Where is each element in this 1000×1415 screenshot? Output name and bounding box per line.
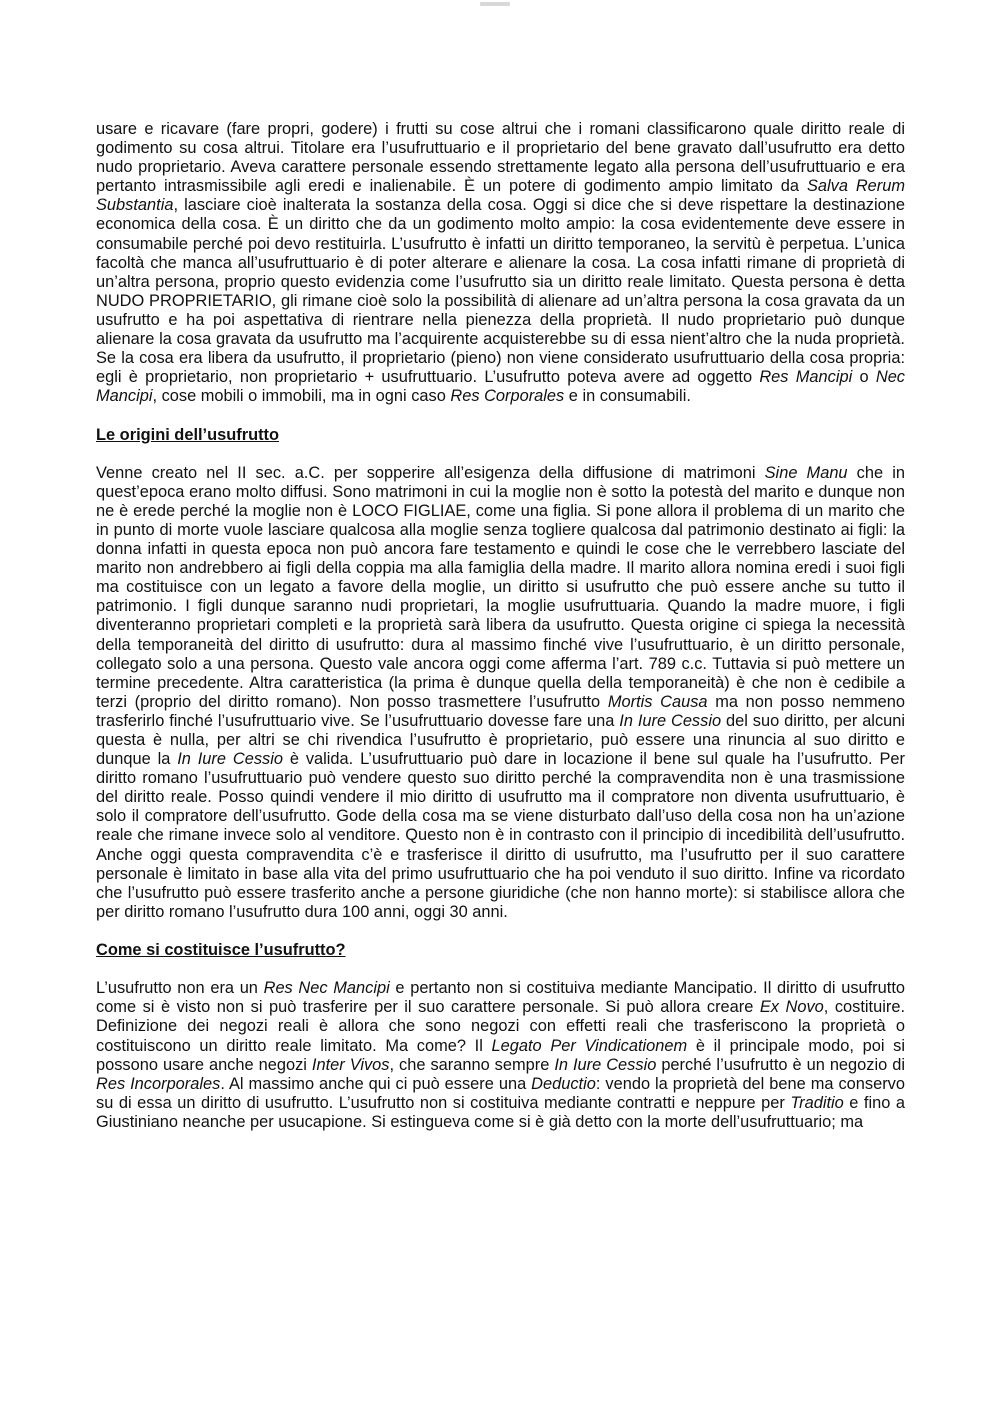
italic-term: In Iure Cessio xyxy=(619,711,722,730)
text-run: e fino a Giustiniano neanche per usucapione. Si estingueva come si è già detto con la morte dell’usufruttuario; ma xyxy=(96,1093,905,1131)
paragraph-spacer xyxy=(96,922,905,941)
italic-term: Mortis Causa xyxy=(607,692,708,711)
italic-term: In Iure Cessio xyxy=(554,1055,657,1074)
text-run: perché l’usufrutto è un negozio di xyxy=(656,1055,905,1074)
text-run: L’usufrutto non era un xyxy=(96,979,264,998)
paragraph-origins xyxy=(96,464,905,922)
text-run: usare e ricavare (fare propri, godere) i frutti su cose altrui che i romani classificarono quale diritto reale di godimento su cosa altrui. Titolare era l’usufruttuario e il proprietario del bene gravato dall’usufrutto era detto nudo proprietario. Aveva carattere personale essendo strettamente legato alla persona dell’usufruttuario e era pertanto intrasmissibile agli eredi e inalienabile. È un potere di godimento ampio limitato da xyxy=(96,120,905,196)
paragraph-spacer xyxy=(96,445,905,464)
section-heading-origins: Le origini dell’usufrutto xyxy=(96,425,280,444)
italic-term: Nec Mancipi xyxy=(96,368,906,406)
text-run: è il principale modo, poi si possono usare anche negozi xyxy=(96,1036,905,1074)
text-run: e pertanto non si costituiva mediante Mancipatio. Il diritto di usufrutto come si è visto non si può trasferire per il suo carattere personale. Si può allora creare xyxy=(96,979,905,1017)
italic-term: In Iure Cessio xyxy=(177,750,283,769)
text-run: o xyxy=(852,368,876,387)
italic-term: Res Corporales xyxy=(450,387,565,406)
paragraph-constitution xyxy=(96,979,905,1132)
text-run: Venne creato nel II sec. a.C. per sopperire all’esigenza della diffusione di matrimoni xyxy=(96,463,765,482)
text-run: . Al massimo anche qui ci può essere una xyxy=(220,1074,532,1093)
text-run: , cose mobili o immobili, ma in ogni caso xyxy=(152,387,451,406)
text-run: , costituire. Definizione dei negozi reali è allora che sono negozi con effetti reali che trasferiscono la proprietà o costituiscono un diritto reale limitato. Ma come? Il xyxy=(96,998,905,1055)
italic-term: Ex Novo xyxy=(759,998,824,1017)
text-run: e in consumabili. xyxy=(564,387,691,406)
text-run: ma non posso nemmeno trasferirlo finché l’usufruttuario vive. Se l’usufruttuario dovesse fare una xyxy=(96,692,905,730)
paragraph-spacer xyxy=(96,960,905,979)
document-body xyxy=(96,120,905,1132)
italic-term: Inter Vivos xyxy=(311,1055,390,1074)
text-run: che in quest’epoca erano molto diffusi. Sono matrimoni in cui la moglie non è sotto la potestà del marito e dunque non ne è erede perché la moglie non è LOCO FIGLIAE, come una figlia. Si pone allora il problema di un marito che in punto di morte vuole lasciare qualcosa alla moglie senza togliere qualcosa dal patrimonio destinato ai figli: la donna infatti in questa epoca non può ancora fare testamento e quindi le cose che le verrebbero lasciate del marito non andrebbero ai figli della coppia ma alla famiglia della madre. Il marito allora nomina eredi i suoi figli ma costituisce con un legato a favore della moglie, un diritto si usufrutto che può essere anche su tutto il patrimonio. I figli dunque saranno nudi proprietari, la moglie usufruttuaria. Quando la madre muore, i figli diventeranno proprietari completi e la proprietà sarà libera da usufrutto. Questa origine ci spiega la necessità della temporaneità del diritto di usufrutto: dura al massimo finché vive l’usufruttuario, è un diritto personale, collegato solo a una persona. Questo vale ancora oggi come afferma l’art. 789 c.c. Tuttavia si può mettere un termine precedente. Altra caratteristica (la prima è dunque quella della temporaneità) è che non è cedibile a terzi (proprio del diritto romano). Non posso trasmettere l’usufrutto xyxy=(96,463,905,711)
text-run: , che saranno sempre xyxy=(389,1055,555,1074)
italic-term: Traditio xyxy=(790,1093,844,1112)
italic-term: Res Mancipi xyxy=(759,368,853,387)
paragraph-spacer xyxy=(96,406,905,425)
page-top-marker xyxy=(480,2,510,6)
italic-term: Res Incorporales xyxy=(96,1074,221,1093)
italic-term: Legato Per Vindicationem xyxy=(491,1036,688,1055)
paragraph-usufrutto-definition xyxy=(96,120,905,406)
italic-term: Sine Manu xyxy=(764,463,848,482)
section-heading-constitution: Come si costituisce l’usufrutto? xyxy=(96,941,346,960)
text-run: è valida. L’usufruttuario può dare in locazione il bene sul quale ha l’usufrutto. Per diritto romano l’usufruttuario può vendere questo suo diritto perché la compravendita non è una trasmissione del diritto reale. Posso quindi vendere il mio diritto di usufrutto ma il compratore non diventa usufruttuario, è solo il compratore dell’usufrutto. Gode della cosa ma se viene disturbato dall’uso della cosa non ha un’azione reale che rimane invece solo al venditore. Questo non è in contrasto con il principio di incedibilità dell’usufrutto. Anche oggi questa compravendita c’è e trasferisce il diritto di usufrutto, ma l’usufrutto per il suo carattere personale è limitato in base alla vita del primo usufruttuario che ha poi venduto il suo diritto. Infine va ricordato che l’usufrutto può essere trasferito anche a persone giuridiche (che non hanno morte): si stabilisce allora che per diritto romano l’usufrutto dura 100 anni, oggi 30 anni. xyxy=(96,750,905,921)
text-run: del suo diritto, per alcuni questa è nulla, per altri se chi rivendica l’usufrutto è proprietario, può essere una rinuncia al suo diritto e dunque la xyxy=(96,711,906,769)
italic-term: Deductio xyxy=(531,1074,596,1093)
italic-term: Salva Rerum Substantia xyxy=(96,177,906,215)
italic-term: Res Nec Mancipi xyxy=(263,979,390,998)
text-run: , lasciare cioè inalterata la sostanza della cosa. Oggi si dice che si deve rispettare la destinazione economica della cosa. È un diritto che da un godimento molto ampio: la cosa evidentemente deve essere in consumabile perché poi devo restituirla. L’usufrutto è infatti un diritto temporaneo, la servitù è perpetua. L’unica facoltà che manca all’usufruttuario è di poter alterare e alienare la cosa. La cosa infatti rimane di proprietà di un’altra persona, proprio questo evidenzia come l’usufrutto sia un diritto reale limitato. Questa persona è detta NUDO PROPRIETARIO, gli rimane cioè solo la possibilità di alienare ad un’altra persona la cosa gravata da un usufrutto e ha poi aspettativa di rientrare nella pienezza della proprietà. Il nudo proprietario può dunque alienare la cosa gravata da usufrutto ma l’acquirente acquisterebbe su di essa nient’altro che la nuda proprietà. Se la cosa era libera da usufrutto, il proprietario (pieno) non viene considerato usufruttuario della cosa propria: egli è proprietario, non proprietario + usufruttuario. L’usufrutto poteva avere ad oggetto xyxy=(96,196,905,387)
text-run: : vendo la proprietà del bene ma conservo su di essa un diritto di usufrutto. L’usufrutto non si costituiva mediante contratti e neppure per xyxy=(96,1074,905,1112)
